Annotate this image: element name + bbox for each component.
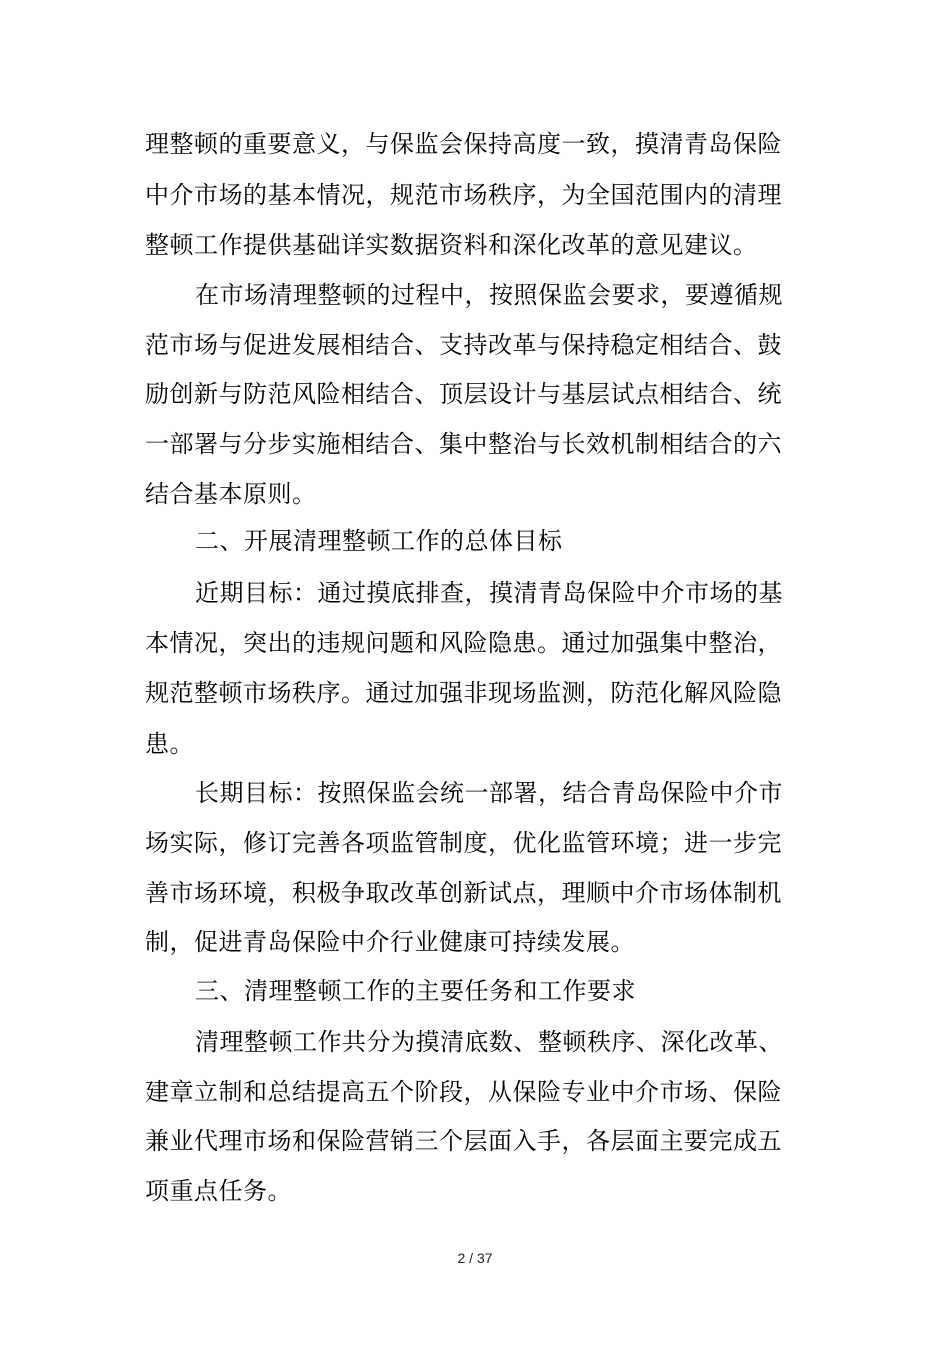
text-line: 建章立制和总结提高五个阶段，从保险专业中介市场、保险 [145,1078,782,1106]
paragraph-first-line: 长期目标：按照保监会统一部署，结合青岛保险中介市 [195,779,783,807]
text-line: 结合基本原则。 [145,480,317,508]
text-line: 兼业代理市场和保险营销三个层面入手，各层面主要完成五 [145,1127,782,1155]
text-line: 患。 [145,730,194,758]
text-line: 项重点任务。 [145,1177,292,1205]
paragraph-first-line: 近期目标：通过摸底排查，摸清青岛保险中介市场的基 [195,579,783,607]
text-line: 整顿工作提供基础详实数据资料和深化改革的意见建议。 [145,231,758,259]
text-line: 励创新与防范风险相结合、顶层设计与基层试点相结合、统 [145,380,782,408]
text-line: 一部署与分步实施相结合、集中整治与长效机制相结合的六 [145,430,782,458]
page-number: 2 / 37 [457,1250,493,1266]
text-line: 规范整顿市场秩序。通过加强非现场监测，防范化解风险隐 [145,679,782,707]
text-line: 制，促进青岛保险中介行业健康可持续发展。 [145,928,635,956]
text-line: 场实际，修订完善各项监管制度，优化监管环境；进一步完 [145,829,782,857]
section-heading: 三、清理整顿工作的主要任务和工作要求 [195,977,636,1005]
text-line: 理整顿的重要意义，与保监会保持高度一致，摸清青岛保险 [145,130,782,158]
paragraph-first-line: 清理整顿工作共分为摸清底数、整顿秩序、深化改革、 [195,1028,783,1056]
text-line: 范市场与促进发展相结合、支持改革与保持稳定相结合、鼓 [145,331,782,359]
text-line: 善市场环境，积极争取改革创新试点，理顺中介市场体制机 [145,879,782,907]
text-line: 中介市场的基本情况，规范市场秩序，为全国范围内的清理 [145,181,782,209]
text-line: 本情况，突出的违规问题和风险隐患。通过加强集中整治， [145,629,782,657]
section-heading: 二、开展清理整顿工作的总体目标 [195,527,563,555]
paragraph-first-line: 在市场清理整顿的过程中，按照保监会要求，要遵循规 [195,281,783,309]
